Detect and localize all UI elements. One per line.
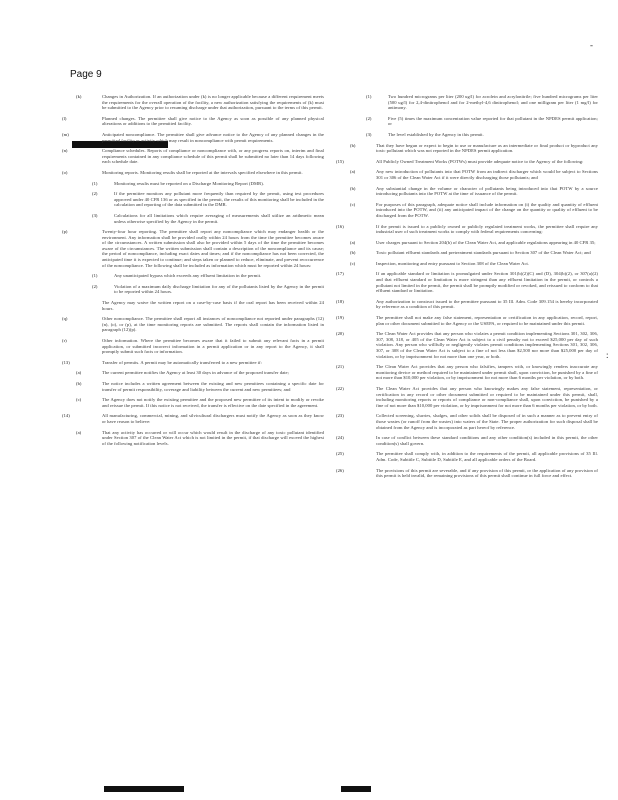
paragraph bbox=[62, 273, 324, 279]
paragraph-label: (13) bbox=[62, 359, 70, 365]
paragraph bbox=[336, 315, 598, 326]
paragraph-text: Compliance schedules. Reports of compliance or noncompliance with, or any progress reports on, interim and final requirements contained in any compliance schedule of this permit shall be submitted no later than 14 days following each schedule date. bbox=[102, 148, 324, 165]
paragraph bbox=[336, 386, 598, 408]
paragraph-text: Calculations for all limitations which require averaging of measurements shall utilize an arithmetic mean unless otherwise specified by the Agency in the permit. bbox=[114, 212, 324, 224]
paragraph-text: That any activity has occurred or will occur which would result in the discharge of any toxic pollutant identified under Section 307 of the Clean Water Act which is not limited in the permit, if that discharge will exceed the highest of the following notification levels. bbox=[102, 429, 324, 446]
paragraph-text: All manufacturing, commercial, mining, and silvicultural dischargers must notify the Agency as soon as they know or have reason to believe: bbox=[102, 413, 324, 424]
paragraph-label: (m) bbox=[62, 131, 69, 137]
left-column bbox=[62, 94, 324, 451]
paragraph bbox=[336, 250, 598, 256]
paragraph-text: The Clean Water Act provides that any person who violates a permit condition implementing Sections 301, 302, 306, 307, 308, 318, or 405 of the Clean Water Act is subject to a civil penalty not to exceed $25,000 per day of such violation. Any person who willfully or negligently violates permit conditions implementing Sections 301, 302, 306, 307, or 308 of the Clean Water Act is subject to a fine of not less than $2,500 nor more than $25,000 per day of violation, or by imprisonment for not more than one year, or both. bbox=[376, 331, 598, 359]
paragraph-text: The permittee shall comply with, in addition to the requirements of the permit, all applicable provisions of 35 Ill. Adm. Code, Subtitle C, Subtitle D, Subtitle E, and all applicable orders of the Board. bbox=[376, 451, 598, 462]
paragraph-text: In case of conflict between these standard conditions and any other condition(s) included in this permit, the other condition(s) shall govern. bbox=[376, 435, 598, 446]
paragraph-text: The Clean Water Act provides that any person who falsifies, tampers with, or knowingly renders inaccurate any monitoring device or method required to be maintained under permit shall, upon conviction, be punished by a fine of not more than $10,000 per violation, or by imprisonment for not more than 6 months per violation, or by both. bbox=[376, 364, 598, 381]
paragraph-text: User charges pursuant to Section 204(b) of the Clean Water Act, and applicable regulations appearing in 40 CFR 35; bbox=[376, 239, 596, 245]
paragraph-label: (a) bbox=[350, 239, 356, 245]
margin-mark-right: : bbox=[606, 350, 609, 360]
paragraph-label: (18) bbox=[336, 298, 344, 304]
paragraph-text: Twenty-four hour reporting. The permittee shall report any noncompliance which may endanger health or the environment. Any information shall be provided orally within 24 hours from the time the permittee becomes aware of the circumstances. A written submission shall also be provided within 5 days of the time the permittee becomes aware of the circumstances. The written submission shall contain a description of the noncompliance and its cause; the period of noncompliance, including exact dates and times; and if the noncompliance has not been corrected, the anticipated time it is expected to continue; and steps taken or planned to reduce, eliminate, and prevent reoccurrence of the noncompliance. The following shall be included as information which must be reported within 24 hours: bbox=[102, 229, 324, 268]
paragraph bbox=[336, 331, 598, 359]
paragraph bbox=[336, 224, 598, 235]
paragraph-text: Any substantial change in the volume or character of pollutants being introduced into that POTW by a source introducing pollutants into the POTW at the time of issuance of the permit. bbox=[376, 185, 598, 197]
paragraph-label: (1) bbox=[366, 94, 372, 99]
paragraph-label: (15) bbox=[336, 158, 344, 164]
right-column bbox=[336, 94, 598, 484]
paragraph-text: Any new introduction of pollutants into that POTW from an indirect discharger which would be subject to Sections 301 or 306 of the Clean Water Act if it were directly discharging those pollutants; and bbox=[376, 169, 598, 180]
paragraph-label: (o) bbox=[62, 169, 68, 175]
paragraph-label: (25) bbox=[336, 451, 344, 457]
paragraph bbox=[62, 370, 324, 376]
paragraph bbox=[336, 364, 598, 381]
paragraph bbox=[336, 240, 598, 246]
paragraph-text: Monitoring reports. Monitoring results shall be reported at the intervals specified elsewhere in this permit. bbox=[102, 169, 303, 175]
paragraph bbox=[336, 261, 598, 267]
paragraph-label: (q) bbox=[62, 316, 68, 322]
paragraph-text: Collected screening, slurries, sludges, and other solids shall be disposed of in such a manner as to prevent entry of those wastes (or runoff from the wastes) into waters of the State. The proper authorization for such disposal shall be obtained from the Agency and is incorporated as part hereof by reference. bbox=[376, 413, 598, 430]
paragraph bbox=[62, 181, 324, 187]
paragraph-text: The provisions of this permit are severable, and if any provision of this permit, or the application of any provision of this permit is held invalid, the remaining provisions of this permit shall continue in full force and effect. bbox=[376, 467, 598, 479]
paragraph-text: The notice includes a written agreement between the existing and new permittees containing a specific date for transfer of permit responsibility, coverage and liability between the current and new permittees; and bbox=[102, 380, 324, 392]
paragraph-label: (23) bbox=[336, 413, 344, 419]
paragraph bbox=[336, 451, 598, 462]
paragraph bbox=[336, 169, 598, 180]
paragraph-text: The Agency does not notify the existing permittee and the proposed new permittee of its intent to modify or revoke and reissue the permit. If this notice is not received, the transfer is effective on the date specified in the agreement. bbox=[102, 397, 324, 408]
paragraph bbox=[336, 468, 598, 479]
paragraph-text: Monitoring results must be reported on a Discharge Monitoring Report (DMR). bbox=[114, 180, 265, 186]
paragraph-label: (c) bbox=[350, 260, 356, 266]
paragraph bbox=[62, 229, 324, 268]
paragraph-label: (26) bbox=[336, 467, 344, 473]
paragraph-label: (1) bbox=[92, 273, 98, 279]
paragraph-text: The permittee shall not make any false statement, representation or certification in any application, record, report, plan or other document submitted to the Agency or the USEPA, or required to be maintained under this permit. bbox=[376, 315, 598, 326]
paragraph-label: (20) bbox=[336, 331, 344, 337]
paragraph-label: (3) bbox=[366, 131, 372, 137]
paragraph-label: (b) bbox=[350, 185, 356, 191]
paragraph-text: Violation of a maximum daily discharge limitation for any of the pollutants listed by the Agency in the permit to be reported within 24 hours. bbox=[114, 283, 324, 295]
paragraph-label: (c) bbox=[350, 201, 356, 207]
paragraph bbox=[336, 299, 598, 310]
paragraph-label: (a) bbox=[350, 169, 356, 175]
paragraph-text: If an applicable standard or limitation is promulgated under Section 301(b)(2)(C) and (D), 304(b)(2), or 307(a)(2) and that effluent standard or limitation is more stringent than any effluent limitation in the permit, or controls a pollutant not limited in the permit, the permit shall be promptly modified or revoked, and reissued to conform to that effluent standard or limitation. bbox=[376, 271, 598, 294]
paragraph bbox=[336, 186, 598, 197]
paragraph-label: (l) bbox=[62, 115, 67, 121]
paragraph bbox=[62, 360, 324, 366]
paragraph bbox=[62, 381, 324, 392]
paragraph-text: Transfer of permits. A permit may be automatically transferred to a new permittee if: bbox=[102, 359, 262, 365]
paragraph bbox=[336, 159, 598, 165]
paragraph bbox=[336, 116, 598, 127]
paragraph bbox=[62, 430, 324, 447]
paragraph-text: Changes in Authorization. If an authorization under (k) is no longer applicable because a different requirement meets the requirements for the overall operation of the facility, a new authorization satisfying the requirements of (k) must be submitted to the Agency prior to resuming discharge under that authorization, pursuant to the terms of this permit. bbox=[102, 94, 324, 111]
paragraph-label: (p) bbox=[62, 229, 68, 235]
paragraph-label: (a) bbox=[76, 429, 82, 435]
paragraph-label: (k) bbox=[76, 94, 82, 99]
paragraph-label: (21) bbox=[336, 364, 344, 370]
paragraph bbox=[62, 338, 324, 355]
paragraph-text: All Publicly Owned Treatment Works (POTWs) must provide adequate notice to the Agency of the following: bbox=[376, 158, 584, 164]
paragraph-label: (24) bbox=[336, 435, 344, 441]
paragraph-label: (14) bbox=[62, 413, 70, 419]
redaction-bar-right-bottom bbox=[341, 786, 371, 792]
paragraph bbox=[62, 316, 324, 333]
paragraph-label: (n) bbox=[62, 148, 68, 154]
paragraph bbox=[62, 170, 324, 176]
paragraph bbox=[336, 202, 598, 219]
paragraph-label: (3) bbox=[92, 212, 98, 218]
paragraph bbox=[62, 397, 324, 408]
paragraph-text: Two hundred micrograms per liter (200 ug/l) for acrolein and acrylonitrile; five hundred micrograms per liter (500 ug/l) for 2,4-dinitrophenol and for 2-methyl-4,6 dinitrophenol; and one milligram per liter (1 mg/l) for antimony. bbox=[388, 94, 598, 111]
paragraph-label: (17) bbox=[336, 271, 344, 277]
paragraph-label: (r) bbox=[62, 338, 67, 343]
paragraph-label: (a) bbox=[76, 370, 82, 376]
paragraph-label: (c) bbox=[76, 397, 82, 403]
paragraph-text: That they have begun or expect to begin to use or manufacture as an intermediate or final product or byproduct any toxic pollutant which was not reported in the NPDES permit application. bbox=[376, 142, 598, 154]
paragraph-text: Any unanticipated bypass which exceeds any effluent limitation in the permit. bbox=[114, 273, 262, 279]
paragraph-label: (b) bbox=[350, 142, 356, 148]
paragraph-text: Other noncompliance. The permittee shall report all instances of noncompliance not reported under paragraphs (12)(n), (o), or (p), at the time monitoring reports are submitted. The reports shall contain the information listed in paragraph (12)(p). bbox=[102, 316, 324, 333]
paragraph-label: (16) bbox=[336, 223, 344, 229]
paragraph-text: Any authorization to construct issued to the permittee pursuant to 35 Ill. Adm. Code 309.154 is hereby incorporated by reference as a condition of this permit. bbox=[376, 298, 598, 310]
paragraph-text: Planned changes. The permittee shall give notice to the Agency as soon as possible of any planned physical alterations or additions to the permitted facility. bbox=[102, 115, 324, 127]
paragraph-text: Anticipated noncompliance. The permittee shall give advance notice to the Agency of any planned changes in the permitted facility or activity which may result in noncompliance with permit requirements. bbox=[102, 131, 324, 143]
paragraph bbox=[62, 148, 324, 165]
paragraph-text: The Agency may waive the written report on a case-by-case basis if the oral report has been received within 24 hours. bbox=[102, 300, 324, 311]
paragraph bbox=[62, 116, 324, 127]
paragraph bbox=[336, 435, 598, 446]
paragraph bbox=[336, 132, 598, 138]
paragraph bbox=[336, 94, 598, 111]
paragraph bbox=[336, 413, 598, 430]
paragraph bbox=[62, 94, 324, 111]
paragraph bbox=[62, 213, 324, 224]
paragraph-text: If the permit is issued to a publicly owned or publicly regulated treatment works, the permittee shall require any industrial user of such treatment works to comply with federal requirements concerning: bbox=[376, 223, 598, 235]
paragraph-text: Inspection, monitoring and entry pursuant to Section 308 of the Clean Water Act. bbox=[376, 260, 530, 266]
page-label: Page 9 bbox=[70, 69, 102, 80]
paragraph-text: For purposes of this paragraph, adequate notice shall include information on (i) the quality and quantity of effluent introduced into the POTW, and (ii) any anticipated impact of the change on the quantity or quality of effluent to be discharged from the POTW. bbox=[376, 201, 598, 218]
paragraph-text: The current permittee notifies the Agency at least 30 days in advance of the proposed transfer date; bbox=[102, 370, 289, 376]
paragraph-label: (2) bbox=[366, 115, 372, 121]
paragraph bbox=[62, 300, 324, 311]
paragraph-label: (2) bbox=[92, 191, 98, 197]
paragraph-label: (22) bbox=[336, 385, 344, 391]
paragraph-label: (2) bbox=[92, 283, 98, 289]
paragraph bbox=[336, 143, 598, 154]
paragraph-text: Five (5) times the maximum concentration value reported for that pollutant in the NPDES permit application; or bbox=[388, 115, 598, 127]
paragraph bbox=[62, 191, 324, 208]
paragraph-text: Toxic pollutant effluent standards and pretreatment standards pursuant to Section 307 of the Clean Water Act; and bbox=[376, 250, 591, 256]
paragraph-text: Other information. Where the permittee becomes aware that it failed to submit any relevant facts in a permit application, or submitted incorrect information in a permit application or in any report to the Agency, it shall promptly submit such facts or information. bbox=[102, 338, 324, 355]
paragraph bbox=[62, 413, 324, 424]
margin-mark-top: - bbox=[590, 40, 593, 50]
paragraph bbox=[62, 284, 324, 295]
paragraph-text: If the permittee monitors any pollutant more frequently than required by the permit, using test procedures approved under 40 CFR 136 or as specified in the permit, the results of this monitoring shall be included in the calculation and reporting of the data submitted in the DMR. bbox=[114, 191, 324, 208]
paragraph bbox=[336, 271, 598, 293]
paragraph-label: (1) bbox=[92, 180, 98, 186]
paragraph-text: The Clean Water Act provides that any person who knowingly makes any false statement, representation, or certification in any record or other document submitted or required to be maintained under this permit, shall, including monitoring reports or reports of compliance or non-compliance shall, upon conviction, be punished by a fine of not more than $10,000 per violation, or by imprisonment for not more than 6 months per violation, or by both. bbox=[376, 385, 598, 408]
paragraph-label: (b) bbox=[350, 250, 356, 256]
paragraph-label: (b) bbox=[76, 380, 82, 386]
paragraph-label: (19) bbox=[336, 315, 344, 321]
redaction-bar-left-bottom bbox=[104, 786, 184, 792]
paragraph bbox=[62, 132, 324, 143]
paragraph-text: The level established by the Agency in this permit. bbox=[388, 131, 484, 137]
